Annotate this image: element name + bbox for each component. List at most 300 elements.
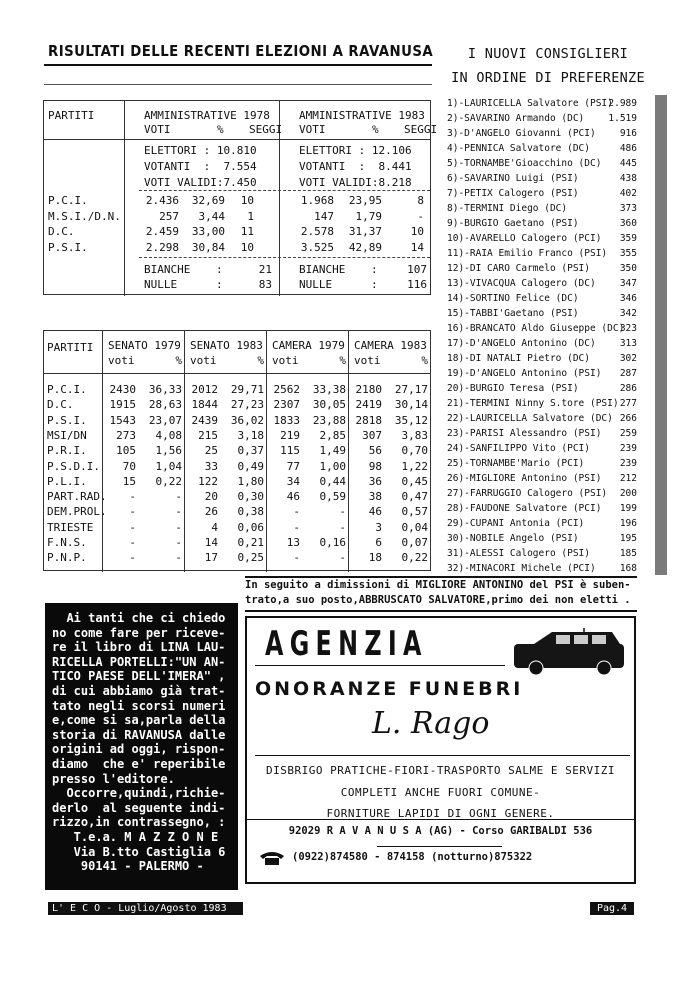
notice-rule-bottom: [245, 610, 637, 612]
consigliere-votes: 445: [619, 158, 637, 169]
table-rule: [44, 139, 430, 140]
consigliere-row: [447, 263, 637, 278]
consigliere-name: 22)-LAURICELLA Salvatore (DC): [447, 413, 613, 424]
national-results-table: [43, 330, 431, 571]
party-name: P.S.D.I.: [47, 459, 100, 473]
pct: 2,85: [319, 428, 346, 442]
consigliere-row: [447, 488, 637, 503]
pct: 0,16: [319, 536, 346, 549]
consigliere-votes: 196: [619, 518, 637, 529]
consigliere-votes: 313: [619, 338, 637, 349]
party-name: P.S.I.: [48, 240, 88, 254]
votes: 14: [204, 536, 218, 549]
votes: 4: [211, 520, 218, 534]
pct: 0,22: [155, 474, 182, 488]
consigliere-row: [447, 413, 637, 428]
consigliere-row: [447, 278, 637, 293]
consigliere-votes: 342: [619, 308, 637, 319]
consigliere-votes: 287: [619, 368, 637, 379]
consigliere-row: [447, 248, 637, 263]
book-box-line: diamo che e' reperibile: [52, 756, 226, 771]
party-name: D.C.: [48, 225, 75, 238]
consigliere-row: [447, 308, 637, 323]
pct: 0,30: [237, 490, 264, 504]
group-title: CAMERA 1979: [272, 339, 345, 352]
consigliere-name: 7)-PETIX Calogero (PSI): [447, 188, 579, 199]
party-name: PART.RAD.: [47, 490, 107, 504]
consigliere-votes: 360: [619, 218, 637, 229]
book-box-line: derlo al seguente indi-: [52, 800, 226, 815]
votes: 15: [122, 474, 136, 488]
votes: 115: [280, 444, 300, 458]
consigliere-name: 15)-TABBI'Gaetano (PSI): [447, 308, 579, 319]
consigliere-name: 19)-D'ANGELO Antonino (PSI): [447, 368, 602, 379]
pct: -: [339, 551, 346, 565]
pct: 0,04: [401, 520, 428, 534]
ad-rule: [255, 665, 505, 666]
party-name: DEM.PROL.: [47, 505, 107, 519]
votes: -: [293, 551, 300, 565]
consigliere-name: 28)-FAUDONE Salvatore (PCI): [447, 503, 602, 514]
consigliere-name: 2)-SAVARINO Armando (DC): [447, 113, 585, 124]
consigliere-row: [447, 203, 637, 218]
group-title: AMMINISTRATIVE 1978: [144, 109, 270, 122]
telephone-icon: [259, 850, 285, 866]
votes: 46: [368, 505, 382, 519]
party-name: P.C.I.: [47, 383, 87, 396]
consigliere-row: [447, 503, 637, 518]
book-box-line: no come fare per riceve-: [52, 625, 226, 640]
pct: 0,49: [237, 459, 264, 473]
nulle-colon: :: [371, 278, 378, 291]
footer-publication: L' E C O - Luglio/Agosto 1983: [48, 902, 243, 915]
hearse-image: [512, 628, 627, 678]
votes: 2012: [191, 383, 218, 396]
consigliere-name: 17)-D'ANGELO Antonino (DC): [447, 338, 596, 349]
pct-1978: 32,69: [191, 194, 225, 207]
consigliere-votes: 199: [619, 503, 637, 514]
title-rule: [44, 64, 432, 66]
seats-1978: 10: [240, 194, 254, 207]
col-pct: %: [217, 123, 224, 136]
votes-1983: 2.578: [300, 225, 334, 238]
consigliere-votes: 259: [619, 428, 637, 439]
footer-page-number: Pag.4: [590, 902, 634, 915]
seats-1983: -: [417, 209, 424, 223]
consigliere-row: [447, 443, 637, 458]
book-box-line: rizzo,in contrassegno, :: [52, 815, 226, 830]
col-voti: voti: [108, 354, 135, 367]
nulle-value: 116: [407, 278, 427, 291]
consigliere-name: 25)-TORNAMBE'Mario (PCI): [447, 458, 585, 469]
ad-rule: [377, 846, 502, 847]
table-rule: [44, 373, 430, 374]
votes: 105: [116, 444, 136, 458]
col-seggi: SEGGI: [249, 123, 283, 136]
consigliere-votes: 2.989: [608, 98, 637, 109]
table-rule: [139, 190, 430, 191]
pct: 1,04: [155, 459, 182, 473]
consigliere-name: 3)-D'ANGELO Giovanni (PCI): [447, 128, 596, 139]
votes: 98: [368, 459, 382, 473]
consigliere-votes: 200: [619, 488, 637, 499]
seats-1978: 11: [240, 225, 254, 238]
col-pct: %: [372, 123, 379, 136]
elettori: ELETTORI : 12.106: [299, 144, 412, 157]
pct: 0,45: [401, 474, 428, 488]
col-pct: %: [421, 354, 428, 367]
page-title: RISULTATI DELLE RECENTI ELEZIONI A RAVANUSA: [48, 42, 434, 60]
votes: 3: [375, 520, 382, 534]
consigliere-row: [447, 533, 637, 548]
pct: 3,18: [237, 428, 264, 442]
votes: 20: [204, 490, 218, 504]
consigliere-name: 10)-AVARELLO Calogero (PCI): [447, 233, 602, 244]
header-partiti: PARTITI: [48, 109, 95, 122]
votes-1978: 2.436: [145, 194, 179, 207]
book-box-line: RICELLA PORTELLI:"UN AN-: [52, 654, 226, 669]
group-title: SENATO 1983: [190, 339, 263, 352]
seats-1978: 10: [240, 240, 254, 254]
votes: -: [129, 490, 136, 504]
pct: 3,83: [401, 428, 428, 442]
pct: 0,44: [319, 474, 346, 488]
book-box-line: 90141 - PALERMO -: [52, 859, 204, 874]
pct: 33,38: [312, 383, 346, 396]
party-name: F.N.S.: [47, 536, 87, 549]
bianche-label: BIANCHE: [299, 263, 346, 276]
votes-1983: 147: [314, 209, 334, 223]
consigliere-row: [447, 233, 637, 248]
pct: 0,59: [319, 490, 346, 504]
votes: 6: [375, 536, 382, 549]
consigliere-votes: 286: [619, 383, 637, 394]
consigliere-row: [447, 458, 637, 473]
votes: 307: [362, 428, 382, 442]
votes: 36: [368, 474, 382, 488]
consigliere-row: [447, 143, 637, 158]
pct: 28,63: [148, 398, 182, 412]
pct: 0,06: [237, 520, 264, 534]
consigliere-name: 29)-CUPANI Antonia (PCI): [447, 518, 585, 529]
pct: -: [175, 520, 182, 534]
consigliere-votes: 212: [619, 473, 637, 484]
seats-1983: 8: [417, 194, 424, 207]
votes: 2562: [273, 383, 300, 396]
nulle-label: NULLE: [144, 278, 178, 291]
col-voti: voti: [190, 354, 217, 367]
consigliere-row: [447, 158, 637, 173]
pct: 0,22: [401, 551, 428, 565]
consigliere-row: [447, 353, 637, 368]
table-rule: [184, 331, 185, 572]
consigliere-name: 32)-MINACORI Michele (PCI): [447, 563, 596, 574]
consigliere-name: 5)-TORNAMBE'Gioacchino (DC): [447, 158, 602, 169]
group-title: CAMERA 1983: [354, 339, 427, 352]
voti-validi: VOTI VALIDI:8.218: [299, 176, 412, 189]
header-partiti: PARTITI: [47, 341, 94, 354]
seats-1983: 10: [410, 225, 424, 238]
book-box-line: re il libro di LINA LAU-: [52, 640, 226, 655]
col-voti: VOTI: [144, 123, 171, 136]
ad-rule: [247, 819, 634, 820]
votes: 26: [204, 505, 218, 519]
votes: 2307: [273, 398, 300, 412]
pct: 0,57: [401, 505, 428, 519]
consigliere-name: 30)-NOBILE Angelo (PSI): [447, 533, 579, 544]
pct: 35,12: [394, 413, 428, 427]
book-box-line: e,come si sa,parla della: [52, 713, 226, 728]
votes: 33: [204, 459, 218, 473]
book-box-line: Ai tanti che ci chiedo: [52, 611, 226, 625]
consigliere-row: [447, 173, 637, 188]
party-name: P.L.I.: [47, 474, 87, 488]
col-voti: voti: [354, 354, 381, 367]
pct: 23,07: [148, 413, 182, 427]
votes: 2419: [355, 398, 382, 412]
votes: 2818: [355, 413, 382, 427]
pct: 1,56: [155, 444, 182, 458]
consigliere-votes: 359: [619, 233, 637, 244]
votes: 13: [286, 536, 300, 549]
pct: 1,00: [319, 459, 346, 473]
votes: 215: [198, 428, 218, 442]
pct: 1,49: [319, 444, 346, 458]
consigliere-votes: 323: [619, 323, 637, 334]
consigliere-name: 4)-PENNICA Salvatore (DC): [447, 143, 590, 154]
consigliere-name: 14)-SORTINO Felice (DC): [447, 293, 579, 304]
consigliere-row: [447, 548, 637, 563]
consigliere-votes: 266: [619, 413, 637, 424]
pct: 29,71: [230, 383, 264, 396]
consigliere-name: 6)-SAVARINO Luigi (PSI): [447, 173, 579, 184]
party-name: D.C.: [47, 398, 74, 412]
votes: 25: [204, 444, 218, 458]
consigliere-votes: 438: [619, 173, 637, 184]
ad-services-1: DISBRIGO PRATICHE-FIORI-TRASPORTO SALME E SERVIZI: [265, 764, 615, 777]
votes: 219: [280, 428, 300, 442]
table-rule: [266, 331, 267, 572]
nulle-label: NULLE: [299, 278, 333, 291]
pct-1978: 3,44: [198, 209, 225, 223]
consigliere-row: [447, 323, 637, 338]
pct: 0,37: [237, 444, 264, 458]
votes: -: [129, 536, 136, 549]
consigliere-name: 1)-LAURICELLA Salvatore (PSI): [447, 98, 613, 109]
notice-line1: In seguito a dimissioni di MIGLIORE ANTONINO del PSI è suben-: [245, 579, 631, 591]
col-pct: %: [339, 354, 346, 367]
pct-1978: 33,00: [191, 225, 225, 238]
consigliere-name: 21)-TERMINI Ninny S.tore (PSI): [447, 398, 619, 409]
consigliere-name: 16)-BRANCATO Aldo Giuseppe (DC): [447, 323, 625, 334]
col-voti: voti: [272, 354, 299, 367]
nulle-colon: :: [216, 278, 223, 291]
ad-services-3: FORNITURE LAPIDI DI OGNI GENERE.: [326, 807, 555, 820]
votes: 1915: [109, 398, 136, 412]
votes: 2430: [109, 383, 136, 396]
votes: 56: [368, 444, 382, 458]
consigliere-row: [447, 398, 637, 413]
consigliere-row: [447, 293, 637, 308]
consigliere-votes: 195: [619, 533, 637, 544]
consigliere-row: [447, 338, 637, 353]
consigliere-name: 13)-VIVACQUA Calogero (DC): [447, 278, 596, 289]
book-box-line: Occorre,quindi,richie-: [52, 786, 226, 801]
pct: 1,80: [237, 474, 264, 488]
table-rule: [102, 331, 103, 572]
pct: 30,14: [394, 398, 428, 412]
pct: -: [175, 551, 182, 565]
votes: -: [293, 520, 300, 534]
pct: 0,38: [237, 505, 264, 519]
consigliere-row: [447, 218, 637, 233]
col-pct: %: [257, 354, 264, 367]
pct: -: [339, 505, 346, 519]
col-pct: %: [175, 354, 182, 367]
consigliere-votes: 373: [619, 203, 637, 214]
pct: 0,25: [237, 551, 264, 565]
ad-business-name: L. Rago: [372, 706, 490, 741]
book-box-line: origini ad oggi, rispon-: [52, 742, 226, 757]
pct: 1,22: [401, 459, 428, 473]
pct: -: [339, 520, 346, 534]
ad-address: 92029 R A V A N U S A (AG) - Corso GARIBALDI 536: [288, 825, 593, 837]
votes: 1833: [273, 413, 300, 427]
book-box-line: storia di RAVANUSA dalle: [52, 727, 226, 742]
consigliere-votes: 916: [619, 128, 637, 139]
party-name: P.N.P.: [47, 551, 87, 565]
consigliere-row: [447, 188, 637, 203]
pct: -: [175, 536, 182, 549]
seats-1983: 14: [410, 240, 424, 254]
group-title: SENATO 1979: [108, 339, 181, 352]
consigliere-votes: 168: [619, 563, 637, 574]
pct: 27,17: [394, 383, 428, 396]
votes: 2439: [191, 413, 218, 427]
ad-rule: [255, 755, 630, 756]
party-name: P.R.I.: [47, 444, 87, 458]
votes: 273: [116, 428, 136, 442]
consiglieri-title-line2: IN ORDINE DI PREFERENZE: [451, 70, 645, 86]
votes: -: [293, 505, 300, 519]
subentro-notice: [245, 578, 637, 608]
votes: 122: [198, 474, 218, 488]
pct-1983: 23,95: [348, 194, 382, 207]
table-rule: [124, 101, 125, 296]
consigliere-votes: 302: [619, 353, 637, 364]
pct: 0,47: [401, 490, 428, 504]
consigliere-row: [447, 383, 637, 398]
pct: 0,70: [401, 444, 428, 458]
pct: 36,02: [230, 413, 264, 427]
consigliere-row: [447, 368, 637, 383]
group-title: AMMINISTRATIVE 1983: [299, 109, 425, 122]
votes: 46: [286, 490, 300, 504]
consigliere-votes: 277: [619, 398, 637, 409]
title-rule-thin: [44, 84, 432, 85]
consigliere-row: [447, 98, 637, 113]
book-announcement-box: [45, 603, 238, 890]
votes: 77: [286, 459, 300, 473]
party-name: P.S.I.: [47, 413, 87, 427]
consigliere-name: 24)-SANFILIPPO Vito (PCI): [447, 443, 590, 454]
consigliere-row: [447, 473, 637, 488]
book-box-line: presso l'editore.: [52, 771, 175, 786]
table-rule: [348, 331, 349, 572]
consiglieri-title-line1: I NUOVI CONSIGLIERI: [467, 46, 629, 62]
pct: 4,08: [155, 428, 182, 442]
consigliere-name: 23)-PARISI Alessandro (PSI): [447, 428, 602, 439]
consigliere-name: 11)-RAIA Emilio Franco (PSI): [447, 248, 608, 259]
ad-services-2: COMPLETI ANCHE FUORI COMUNE-: [340, 786, 541, 799]
col-voti: VOTI: [299, 123, 326, 136]
votes: 2180: [355, 383, 382, 396]
pct: 27,23: [230, 398, 264, 412]
votes: -: [129, 551, 136, 565]
consigliere-row: [447, 128, 637, 143]
votes: 18: [368, 551, 382, 565]
votes-1983: 3.525: [300, 240, 334, 254]
book-box-line: Via B.tto Castiglia 6: [52, 844, 226, 859]
bianche-colon: :: [216, 263, 223, 276]
seats-1978: 1: [247, 209, 254, 223]
pct: 0,21: [237, 536, 264, 549]
consigliere-votes: 355: [619, 248, 637, 259]
pct: -: [175, 490, 182, 504]
funeral-agency-ad: [245, 616, 636, 884]
votanti: VOTANTI : 8.441: [299, 160, 412, 173]
consigliere-row: [447, 428, 637, 443]
bianche-label: BIANCHE: [144, 263, 191, 276]
ad-phone: (0922)874580 - 874158 (notturno)875322: [292, 851, 533, 863]
party-name: MSI/DN: [47, 428, 87, 442]
consigliere-votes: 239: [619, 443, 637, 454]
pct-1983: 31,37: [348, 225, 382, 238]
votes: 38: [368, 490, 382, 504]
consigliere-name: 8)-TERMINI Diego (DC): [447, 203, 568, 214]
votanti: VOTANTI : 7.554: [144, 160, 257, 173]
consigliere-name: 9)-BURGIO Gaetano (PSI): [447, 218, 579, 229]
consigliere-votes: 347: [619, 278, 637, 289]
book-box-line: tato negli scorsi numeri: [52, 698, 226, 713]
elettori: ELETTORI : 10.810: [144, 144, 257, 157]
pct: 36,33: [148, 383, 182, 396]
scan-edge-strip: [655, 95, 667, 575]
votes-1983: 1.968: [300, 194, 334, 207]
consigliere-name: 20)-BURGIO Teresa (PSI): [447, 383, 579, 394]
table-rule: [139, 257, 430, 258]
votes: 70: [122, 459, 136, 473]
book-box-line: T.e.a. M A Z Z O N E: [52, 829, 219, 844]
consigliere-votes: 486: [619, 143, 637, 154]
votes-1978: 257: [159, 209, 179, 223]
bianche-value: 107: [407, 263, 427, 276]
party-name: M.S.I./D.N.: [48, 209, 121, 223]
nulle-value: 83: [258, 278, 272, 291]
pct: 0,07: [401, 536, 428, 549]
consigliere-votes: 1.519: [608, 113, 637, 124]
voti-validi: VOTI VALIDI:7.450: [144, 176, 257, 189]
administrative-results-table: [43, 100, 438, 295]
book-box-line: di cui abbiamo già trat-: [52, 683, 226, 698]
consigliere-name: 26)-MIGLIORE Antonino (PSI): [447, 473, 602, 484]
party-name: TRIESTE: [47, 520, 94, 534]
consigliere-name: 31)-ALESSI Calogero (PSI): [447, 548, 590, 559]
notice-line2: trato,a suo posto,ABBRUSCATO SALVATORE,primo dei non eletti .: [245, 594, 631, 606]
votes-1978: 2.459: [145, 225, 179, 238]
consigliere-votes: 350: [619, 263, 637, 274]
consigliere-row: [447, 113, 637, 128]
